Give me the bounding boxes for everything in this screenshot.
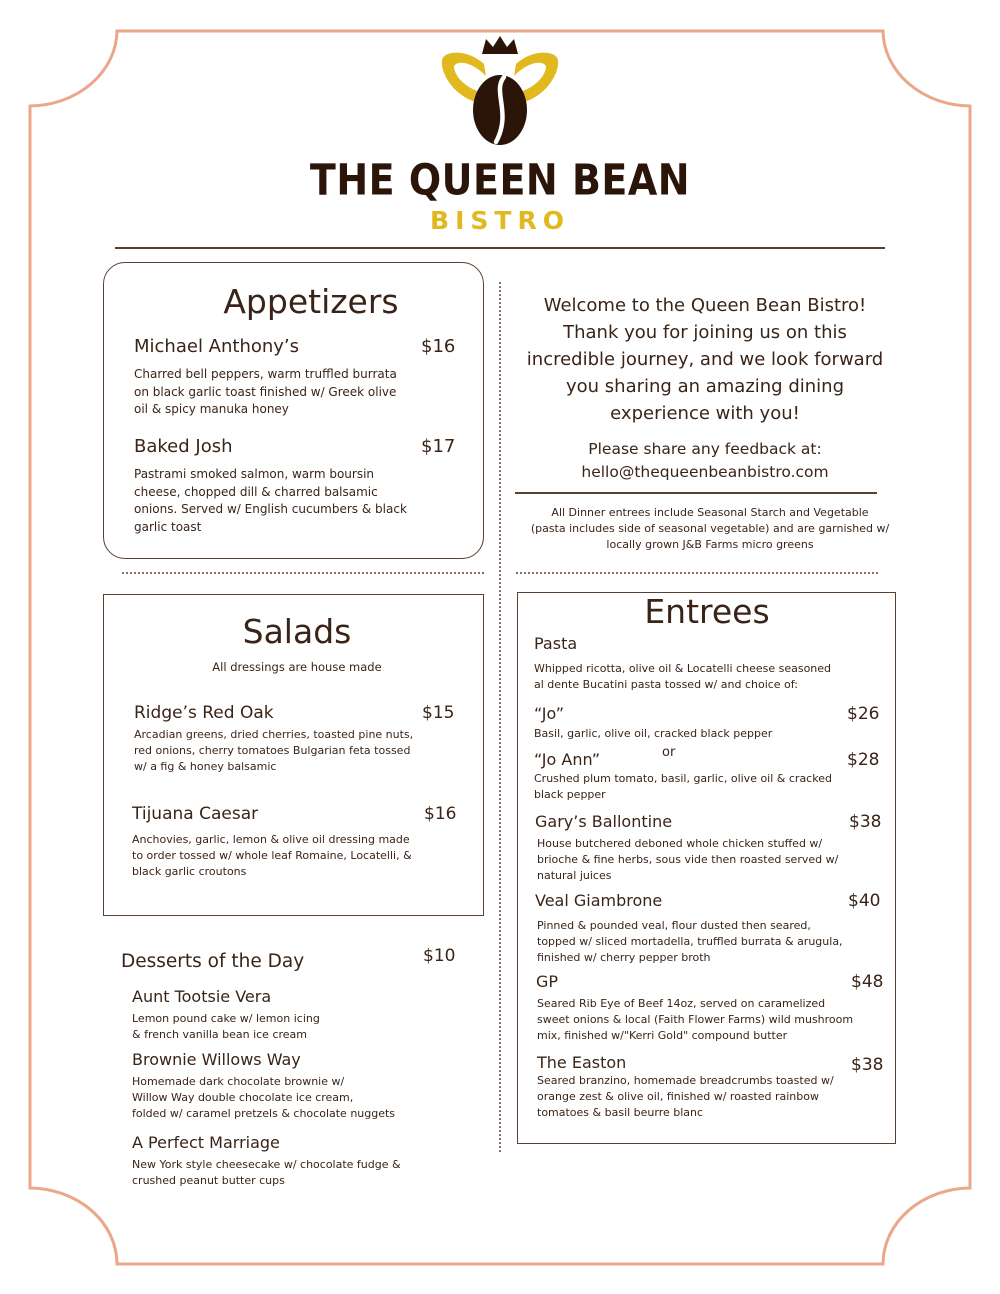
header-divider: [115, 247, 885, 249]
entree-price: $38: [849, 812, 882, 832]
entree-name: The Easton: [537, 1053, 627, 1072]
entree-price: $40: [848, 891, 881, 911]
dessert-description: Lemon pound cake w/ lemon icing & french vanilla bean ice cream: [132, 1012, 320, 1041]
pasta-heading: Pasta: [534, 634, 578, 653]
salad-price: $16: [424, 804, 457, 824]
welcome-divider: [515, 492, 877, 494]
pasta-or-label: or: [662, 745, 676, 760]
entree-description: Seared branzino, homemade breadcrumbs toasted w/ orange zest & olive oil, finished w/ roasted rainbow tomatoes & basil beurre blanc: [537, 1074, 834, 1119]
queen-bean-logo-icon: [438, 34, 562, 146]
entrees-title: Entrees: [644, 592, 770, 631]
feedback-email[interactable]: hello@thequeenbeanbistro.com: [581, 463, 829, 481]
dessert-name: Aunt Tootsie Vera: [132, 987, 272, 1006]
appetizer-name: Michael Anthony’s: [134, 336, 300, 357]
section-divider-left: [122, 572, 484, 574]
welcome-message: Welcome to the Queen Bean Bistro! Thank you for joining us on this incredible journey, and we look forward you sharing an amazing dining experience with you!: [526, 295, 884, 424]
entree-name: Veal Giambrone: [535, 891, 663, 910]
salads-subtitle: All dressings are house made: [212, 660, 382, 674]
brand-subtitle: BISTRO: [430, 206, 570, 235]
brand-title: THE QUEEN BEAN: [309, 155, 691, 205]
dessert-name: Brownie Willows Way: [132, 1050, 301, 1069]
entree-price: $38: [851, 1055, 884, 1075]
appetizer-description: Pastrami smoked salmon, warm boursin cheese, chopped dill & charred balsamic onions. Served w/ English cucumbers & black garlic toast: [134, 467, 407, 534]
salads-title: Salads: [242, 612, 352, 651]
pasta-option-price: $28: [847, 750, 880, 770]
entree-name: Gary’s Ballontine: [535, 812, 673, 831]
pasta-option-name: “Jo”: [534, 704, 565, 723]
pasta-option-price: $26: [847, 704, 880, 724]
desserts-title: Desserts of the Day: [121, 951, 305, 972]
appetizer-price: $16: [421, 336, 456, 357]
dessert-description: Homemade dark chocolate brownie w/ Willow Way double chocolate ice cream, folded w/ caramel pretzels & chocolate nuggets: [132, 1075, 396, 1120]
salad-name: Ridge’s Red Oak: [134, 703, 274, 723]
salad-price: $15: [422, 703, 455, 723]
entree-name: GP: [536, 972, 559, 991]
entree-description: Pinned & pounded veal, flour dusted then seared, topped w/ sliced mortadella, truffled burrata & arugula, finished w/ cherry pepper broth: [537, 919, 843, 964]
entree-description: Seared Rib Eye of Beef 14oz, served on caramelized sweet onions & local (Faith Flower Farms) wild mushroom mix, finished w/"Kerri Gold" compound butter: [537, 997, 854, 1042]
column-divider: [499, 282, 501, 1152]
appetizer-price: $17: [421, 436, 456, 457]
salad-description: Arcadian greens, dried cherries, toasted pine nuts, red onions, cherry tomatoes Bulgarian feta tossed w/ a fig & honey balsamic: [134, 728, 414, 773]
appetizers-title: Appetizers: [223, 282, 399, 321]
salad-description: Anchovies, garlic, lemon & olive oil dressing made to order tossed w/ whole leaf Romaine, Locatelli, & black garlic croutons: [132, 833, 412, 878]
feedback-block: [520, 438, 890, 484]
section-divider-right: [516, 572, 878, 574]
entree-description: House butchered deboned whole chicken stuffed w/ brioche & fine herbs, sous vide then roasted served w/ natural juices: [537, 837, 839, 882]
dessert-description: New York style cheesecake w/ chocolate fudge & crushed peanut butter cups: [132, 1158, 401, 1187]
dinner-note: All Dinner entrees include Seasonal Starch and Vegetable (pasta includes side of seasonal vegetable) and are garnished w/ locally grown J&B Farms micro greens: [530, 506, 890, 551]
pasta-option-description: Crushed plum tomato, basil, garlic, olive oil & cracked black pepper: [534, 772, 832, 801]
feedback-label: Please share any feedback at:: [588, 440, 822, 458]
appetizer-name: Baked Josh: [134, 436, 233, 457]
desserts-price: $10: [423, 946, 456, 966]
salad-name: Tijuana Caesar: [132, 804, 259, 824]
dessert-name: A Perfect Marriage: [132, 1133, 280, 1152]
pasta-description: Whipped ricotta, olive oil & Locatelli cheese seasoned al dente Bucatini pasta tossed w/ and choice of:: [534, 662, 832, 691]
appetizer-description: Charred bell peppers, warm truffled burrata on black garlic toast finished w/ Greek olive oil & spicy manuka honey: [134, 367, 397, 416]
pasta-option-name: “Jo Ann”: [534, 750, 601, 769]
entree-price: $48: [851, 972, 884, 992]
pasta-option-description: Basil, garlic, olive oil, cracked black pepper: [534, 727, 773, 740]
